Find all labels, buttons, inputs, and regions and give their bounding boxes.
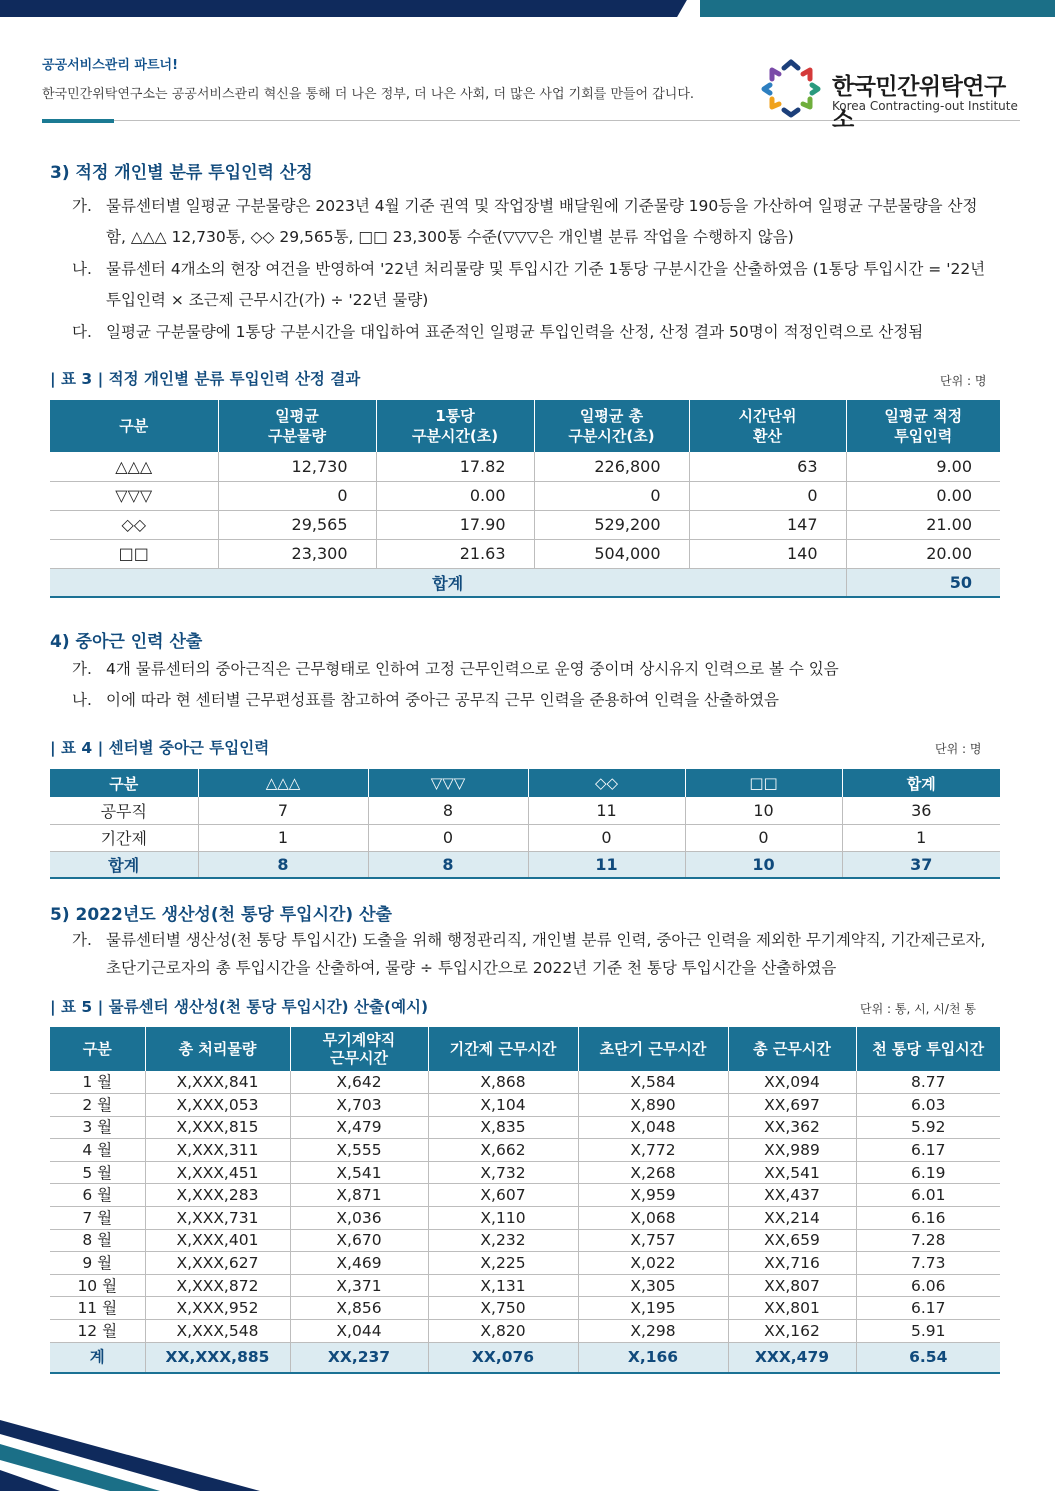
item-text: 물류센터별 생산성(천 통당 투입시간) 도출을 위해 행정관리직, 개인별 분류 인력, 중아근 인력을 제외한 무기계약직, 기간제근로자, 초단기근로자의 총 투입시간을 산출하여, 물량 ÷ 투입시간으로 2022년 기준 천 통당 투입시간을 산출하였음 (106, 931, 986, 977)
table-3-title: | 표 3 | 적정 개인별 분류 투입인력 산정 결과 (50, 370, 361, 388)
table-cell: 기간제 (50, 824, 198, 851)
header-cell: ▽▽▽ (368, 769, 528, 797)
item-marker: 가. (72, 660, 92, 678)
table-cell: 6.17 (856, 1297, 1000, 1320)
table-cell: 0 (528, 824, 685, 851)
table-cell: X,XXX,451 (145, 1161, 290, 1184)
table-cell: XX,697 (728, 1094, 856, 1117)
footer-decoration (0, 1420, 260, 1491)
table-cell: 12 월 (50, 1320, 145, 1343)
table-4 (50, 769, 1000, 879)
section-3-item-2 (72, 254, 987, 316)
logo-name: 한국민간위탁연구소 (832, 74, 1006, 133)
table-row (50, 539, 1000, 568)
table-cell: 12,730 (218, 452, 376, 481)
table-total-row (50, 851, 1000, 878)
table-cell: 6.01 (856, 1184, 1000, 1207)
table-row (50, 1094, 1000, 1117)
table-cell: X,607 (428, 1184, 578, 1207)
table-5-title: | 표 5 | 물류센터 생산성(천 통당 투입시간) 산출(예시) (50, 998, 429, 1016)
table-cell: △△△ (50, 452, 218, 481)
table-cell: 21.63 (376, 539, 534, 568)
table-cell: X,268 (578, 1161, 728, 1184)
table-cell: 6.54 (856, 1342, 1000, 1373)
table-cell: X,555 (290, 1139, 428, 1162)
table-row (50, 1297, 1000, 1320)
table-cell: 37 (842, 851, 1000, 878)
top-decorative-bar (0, 0, 1055, 17)
table-cell: XX,437 (728, 1184, 856, 1207)
table-cell: 11 (528, 851, 685, 878)
header-cell: 구분 (50, 400, 218, 452)
table-row (50, 1139, 1000, 1162)
table-row (50, 797, 1000, 824)
table-cell: 6 월 (50, 1184, 145, 1207)
table-cell: 0.00 (846, 481, 1000, 510)
table-cell: X,662 (428, 1139, 578, 1162)
table-cell: 63 (689, 452, 846, 481)
table-cell: 0 (218, 481, 376, 510)
table-cell: X,022 (578, 1252, 728, 1275)
header-cell: □□ (685, 769, 842, 797)
table-row (50, 1252, 1000, 1275)
logo-subtitle: Korea Contracting-out Institute (832, 99, 1018, 113)
header-cell: 시간단위 환산 (689, 400, 846, 452)
table-row (50, 1320, 1000, 1343)
table-cell: X,XXX,872 (145, 1274, 290, 1297)
header-cell: 합계 (842, 769, 1000, 797)
table-cell: X,XXX,053 (145, 1094, 290, 1117)
table-cell: 226,800 (534, 452, 689, 481)
table-row (50, 481, 1000, 510)
section-3-item-3 (72, 317, 987, 348)
table-cell: 9.00 (846, 452, 1000, 481)
table-cell: 10 (685, 851, 842, 878)
table-cell: X,XXX,841 (145, 1071, 290, 1094)
table-cell: X,XXX,731 (145, 1207, 290, 1230)
table-cell: X,232 (428, 1229, 578, 1252)
table-cell: X,166 (578, 1342, 728, 1373)
table-cell: X,856 (290, 1297, 428, 1320)
header-cell: 기간제 근무시간 (428, 1027, 578, 1071)
header-cell: 총 처리물량 (145, 1027, 290, 1071)
table-cell: 5.92 (856, 1116, 1000, 1139)
table-cell: 7.73 (856, 1252, 1000, 1275)
header-description: 한국민간위탁연구소는 공공서비스관리 혁신을 통해 더 나은 정부, 더 나은 사회, 더 많은 사업 기회를 만들어 갑니다. (42, 87, 695, 102)
table-cell: 7 (198, 797, 368, 824)
header-cell: ◇◇ (528, 769, 685, 797)
table-cell: X,XXX,627 (145, 1252, 290, 1275)
table-cell: X,XXX,311 (145, 1139, 290, 1162)
header-tagline: 공공서비스관리 파트너! (42, 58, 179, 73)
table-cell: XX,094 (728, 1071, 856, 1094)
table-row (50, 1229, 1000, 1252)
table-cell: 0.00 (376, 481, 534, 510)
table-cell: 21.00 (846, 510, 1000, 539)
table-cell: 529,200 (534, 510, 689, 539)
table-row (50, 824, 1000, 851)
table-total-row (50, 568, 1000, 597)
table-4-unit: 단위 : 명 (935, 742, 982, 756)
table-cell: 7 월 (50, 1207, 145, 1230)
table-cell: X,479 (290, 1116, 428, 1139)
table-cell: 10 월 (50, 1274, 145, 1297)
section-3-item-1 (72, 191, 987, 253)
table-cell: 147 (689, 510, 846, 539)
table-cell: 3 월 (50, 1116, 145, 1139)
table-cell: X,959 (578, 1184, 728, 1207)
section-5-title: 5) 2022년도 생산성(천 통당 투입시간) 산출 (50, 905, 392, 925)
table-cell: X,757 (578, 1229, 728, 1252)
table-cell: 1 (842, 824, 1000, 851)
table-cell: 2 월 (50, 1094, 145, 1117)
header-divider-accent (42, 119, 114, 123)
table-cell: XX,801 (728, 1297, 856, 1320)
table-cell: 6.06 (856, 1274, 1000, 1297)
item-marker: 나. (72, 260, 92, 278)
item-text: 4개 물류센터의 중아근직은 근무형태로 인하여 고정 근무인력으로 운영 중이며 상시유지 인력으로 볼 수 있음 (106, 660, 839, 678)
table-cell: 10 (685, 797, 842, 824)
table-cell: X,820 (428, 1320, 578, 1343)
table-cell: □□ (50, 539, 218, 568)
table-header-row (50, 400, 1000, 452)
table-cell: XX,214 (728, 1207, 856, 1230)
table-row (50, 1274, 1000, 1297)
table-cell: X,670 (290, 1229, 428, 1252)
table-cell: XX,659 (728, 1229, 856, 1252)
table-cell: 6.17 (856, 1139, 1000, 1162)
table-cell: X,371 (290, 1274, 428, 1297)
table-cell: 4 월 (50, 1139, 145, 1162)
item-text: 물류센터 4개소의 현장 여건을 반영하여 '22년 처리물량 및 투입시간 기준 1통당 구분시간을 산출하였음 (1통당 투입시간 = '22년 투입인력 × 조근제 근무시간(가) ÷ '22년 물량) (106, 260, 986, 309)
header-cell: 초단기 근무시간 (578, 1027, 728, 1071)
header-cell: △△△ (198, 769, 368, 797)
table-cell: 140 (689, 539, 846, 568)
table-cell: XX,XXX,885 (145, 1342, 290, 1373)
table-cell: 0 (534, 481, 689, 510)
table-cell: X,298 (578, 1320, 728, 1343)
table-cell: X,XXX,283 (145, 1184, 290, 1207)
table-cell: 6.19 (856, 1161, 1000, 1184)
table-cell: 8.77 (856, 1071, 1000, 1094)
table-cell: 6.16 (856, 1207, 1000, 1230)
table-cell: X,750 (428, 1297, 578, 1320)
table-cell: X,868 (428, 1071, 578, 1094)
table-row (50, 1071, 1000, 1094)
table-cell: XXX,479 (728, 1342, 856, 1373)
table-cell: XX,162 (728, 1320, 856, 1343)
table-cell: X,195 (578, 1297, 728, 1320)
table-5 (50, 1027, 1000, 1374)
table-cell: X,642 (290, 1071, 428, 1094)
table-cell: 0 (689, 481, 846, 510)
table-cell: XX,541 (728, 1161, 856, 1184)
item-marker: 나. (72, 691, 92, 709)
table-cell: 8 (368, 797, 528, 824)
table-cell: 36 (842, 797, 1000, 824)
table-cell: X,469 (290, 1252, 428, 1275)
item-marker: 다. (72, 323, 92, 341)
logo-mark-icon (760, 58, 822, 118)
section-4-item-2 (72, 685, 987, 716)
table-row (50, 452, 1000, 481)
table-4-title: | 표 4 | 센터별 중아근 투입인력 (50, 739, 270, 757)
table-cell: 11 월 (50, 1297, 145, 1320)
table-cell: X,305 (578, 1274, 728, 1297)
table-cell: 20.00 (846, 539, 1000, 568)
table-cell: 1 (198, 824, 368, 851)
table-cell: ▽▽▽ (50, 481, 218, 510)
table-row (50, 510, 1000, 539)
table-cell: XX,362 (728, 1116, 856, 1139)
page-header (42, 52, 1020, 133)
header-cell: 총 근무시간 (728, 1027, 856, 1071)
table-cell: X,XXX,548 (145, 1320, 290, 1343)
table-3-unit: 단위 : 명 (940, 374, 987, 388)
table-cell: X,044 (290, 1320, 428, 1343)
table-cell: X,068 (578, 1207, 728, 1230)
table-cell: 1 월 (50, 1071, 145, 1094)
table-cell: X,131 (428, 1274, 578, 1297)
table-cell: X,703 (290, 1094, 428, 1117)
section-4-item-1 (72, 654, 987, 685)
header-cell: 구분 (50, 1027, 145, 1071)
header-cell: 일평균 구분물량 (218, 400, 376, 452)
table-cell: X,110 (428, 1207, 578, 1230)
table-cell: X,584 (578, 1071, 728, 1094)
item-marker: 가. (72, 931, 92, 949)
table-cell: XX,076 (428, 1342, 578, 1373)
table-cell: X,732 (428, 1161, 578, 1184)
table-cell: XX,237 (290, 1342, 428, 1373)
table-row (50, 1184, 1000, 1207)
total-label: 합계 (50, 568, 846, 597)
table-cell: 8 (368, 851, 528, 878)
header-cell: 무기계약직 근무시간 (290, 1027, 428, 1071)
table-cell: X,871 (290, 1184, 428, 1207)
table-cell: 9 월 (50, 1252, 145, 1275)
item-marker: 가. (72, 197, 92, 215)
table-cell: X,XXX,815 (145, 1116, 290, 1139)
table-row (50, 1161, 1000, 1184)
table-cell: 합계 (50, 851, 198, 878)
header-cell: 구분 (50, 769, 198, 797)
table-cell: 504,000 (534, 539, 689, 568)
table-cell: 5 월 (50, 1161, 145, 1184)
table-row (50, 1207, 1000, 1230)
section-5-item-1 (72, 926, 987, 982)
table-cell: 0 (368, 824, 528, 851)
table-cell: X,772 (578, 1139, 728, 1162)
table-cell: XX,989 (728, 1139, 856, 1162)
header-cell: 일평균 적정 투입인력 (846, 400, 1000, 452)
table-cell: XX,716 (728, 1252, 856, 1275)
table-cell: 8 월 (50, 1229, 145, 1252)
table-cell: 29,565 (218, 510, 376, 539)
header-cell: 1통당 구분시간(초) (376, 400, 534, 452)
item-text: 일평균 구분물량에 1통당 구분시간을 대입하여 표준적인 일평균 투입인력을 산정, 산정 결과 50명이 적정인력으로 산정됨 (106, 323, 924, 341)
table-cell: X,048 (578, 1116, 728, 1139)
table-5-unit: 단위 : 통, 시, 시/천 통 (860, 1002, 976, 1016)
table-cell: 17.90 (376, 510, 534, 539)
table-cell: X,104 (428, 1094, 578, 1117)
table-cell: 7.28 (856, 1229, 1000, 1252)
table-cell: 5.91 (856, 1320, 1000, 1343)
table-cell: X,XXX,401 (145, 1229, 290, 1252)
header-cell: 일평균 총 구분시간(초) (534, 400, 689, 452)
table-cell: X,225 (428, 1252, 578, 1275)
item-text: 이에 따라 현 센터별 근무편성표를 참고하여 중아근 공무직 근무 인력을 준용하여 인력을 산출하였음 (106, 691, 780, 709)
item-text: 물류센터별 일평균 구분물량은 2023년 4월 기준 권역 및 작업장별 배달원에 기준물량 190등을 가산하여 일평균 구분물량을 산정함, △△△ 12,730통, ◇◇ 29,565통, □□ 23,300통 수준(▽▽▽은 개인별 분류 작업을 수행하지 않음) (106, 197, 978, 246)
section-3-title: 3) 적정 개인별 분류 투입인력 산정 (50, 163, 313, 183)
table-cell: X,890 (578, 1094, 728, 1117)
table-header-row (50, 1027, 1000, 1071)
table-cell: X,XXX,952 (145, 1297, 290, 1320)
table-cell: X,835 (428, 1116, 578, 1139)
total-value: 50 (846, 568, 1000, 597)
table-cell: X,541 (290, 1161, 428, 1184)
table-cell: ◇◇ (50, 510, 218, 539)
table-3 (50, 400, 1000, 598)
table-cell: 8 (198, 851, 368, 878)
header-cell: 천 통당 투입시간 (856, 1027, 1000, 1071)
institute-logo (760, 58, 1022, 133)
table-cell: 17.82 (376, 452, 534, 481)
table-cell: 23,300 (218, 539, 376, 568)
table-header-row (50, 769, 1000, 797)
table-total-row (50, 1342, 1000, 1373)
table-cell: 11 (528, 797, 685, 824)
table-row (50, 1116, 1000, 1139)
section-4-title: 4) 중아근 인력 산출 (50, 632, 203, 652)
table-cell: 계 (50, 1342, 145, 1373)
table-cell: 6.03 (856, 1094, 1000, 1117)
table-cell: 공무직 (50, 797, 198, 824)
table-cell: X,036 (290, 1207, 428, 1230)
table-cell: 0 (685, 824, 842, 851)
table-cell: XX,807 (728, 1274, 856, 1297)
